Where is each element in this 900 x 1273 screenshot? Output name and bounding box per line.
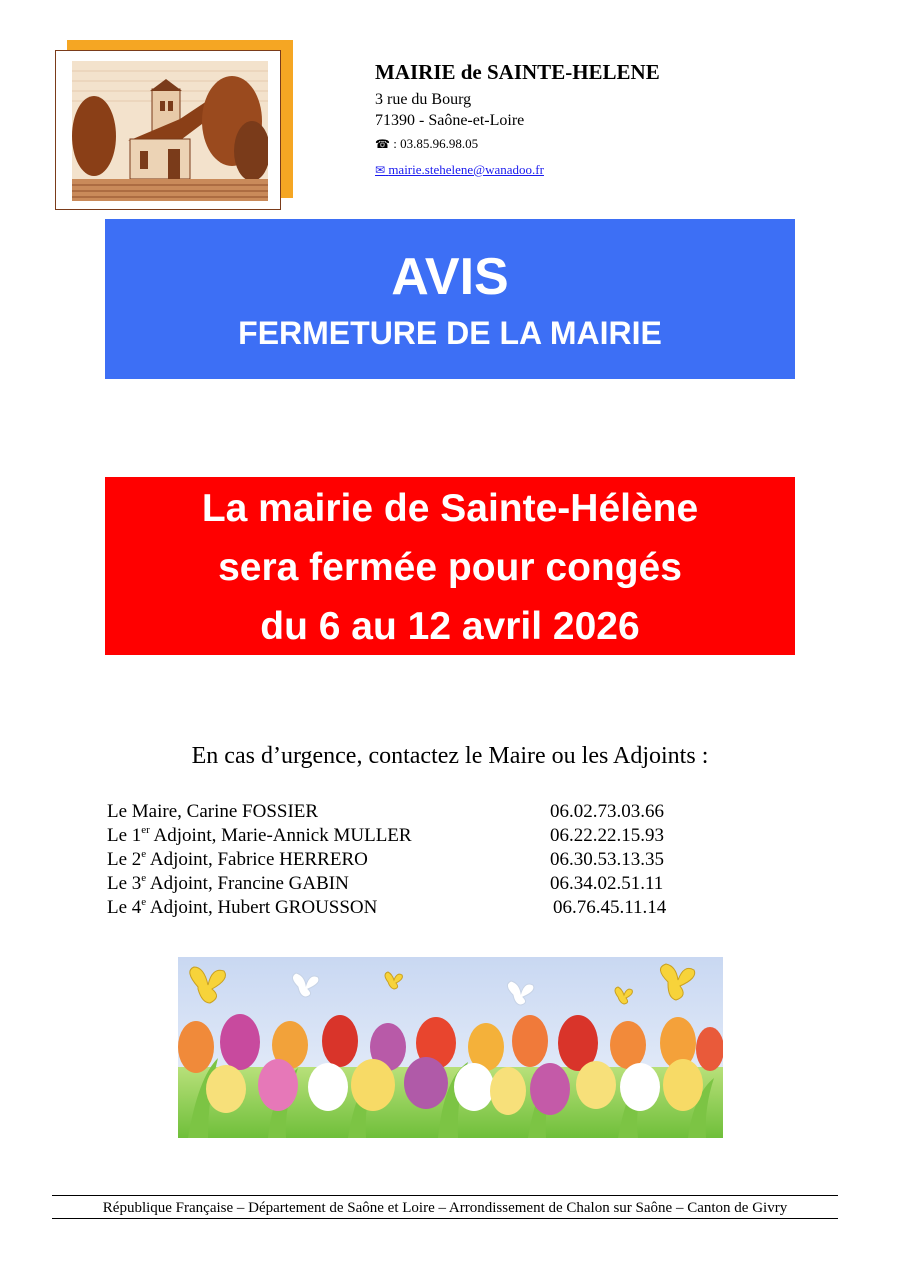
email-line [375, 157, 660, 183]
footer-text: République Française – Département de Saône et Loire – Arrondissement de Chalon sur Saône – Canton de Givry [102, 1200, 788, 1216]
closure-line-3: du 6 au 12 avril 2026 [260, 605, 640, 648]
contact-row [107, 824, 707, 848]
notice-banner [105, 219, 795, 379]
closure-banner [105, 477, 795, 655]
contact-name: Le 1er Adjoint, Marie-Annick MULLER [107, 823, 412, 846]
email-link[interactable] [375, 162, 544, 177]
contact-phone: 06.30.53.13.35 [550, 849, 664, 870]
tulips-illustration-icon [178, 957, 723, 1138]
contact-name: Le 4e Adjoint, Hubert GROUSSON [107, 895, 378, 918]
contact-phone: 06.22.22.15.93 [550, 825, 664, 846]
closure-line-1: La mairie de Sainte-Hélène [201, 487, 699, 530]
email-address: mairie.stehelene@wanadoo.fr [388, 162, 544, 177]
logo-frame [55, 50, 281, 210]
mairie-logo [55, 40, 295, 212]
contact-row [107, 896, 707, 920]
envelope-icon: ✉ [375, 163, 386, 177]
contact-phone: 06.02.73.03.66 [550, 801, 664, 822]
phone-number: : 03.85.96.98.05 [393, 136, 479, 151]
address-city: 71390 - Saône-et-Loire [375, 112, 525, 129]
contact-name: Le 2e Adjoint, Fabrice HERRERO [107, 847, 368, 870]
mairie-name: MAIRIE de SAINTE-HELENE [375, 60, 660, 84]
contact-list [107, 800, 707, 920]
contact-name: Le 3e Adjoint, Francine GABIN [107, 871, 349, 894]
notice-title: AVIS [391, 248, 509, 306]
mairie-header [375, 60, 660, 183]
contact-row [107, 800, 707, 824]
contact-row [107, 848, 707, 872]
phone-line [375, 131, 660, 157]
notice-subtitle: FERMETURE DE LA MAIRIE [238, 315, 662, 351]
closure-line-2: sera fermée pour congés [218, 546, 682, 589]
phone-icon: ☎ [375, 137, 390, 151]
footer-rule-top [52, 1195, 838, 1196]
urgence-text: En cas d’urgence, contactez le Maire ou les Adjoints : [191, 743, 709, 769]
contact-name: Le Maire, Carine FOSSIER [107, 801, 319, 822]
contact-row [107, 872, 707, 896]
footer-rule-bottom [52, 1218, 838, 1219]
contact-phone: 06.76.45.11.14 [553, 897, 667, 918]
church-drawing-icon [72, 61, 268, 201]
address-street: 3 rue du Bourg [375, 91, 472, 108]
contact-phone: 06.34.02.51.11 [550, 873, 664, 894]
